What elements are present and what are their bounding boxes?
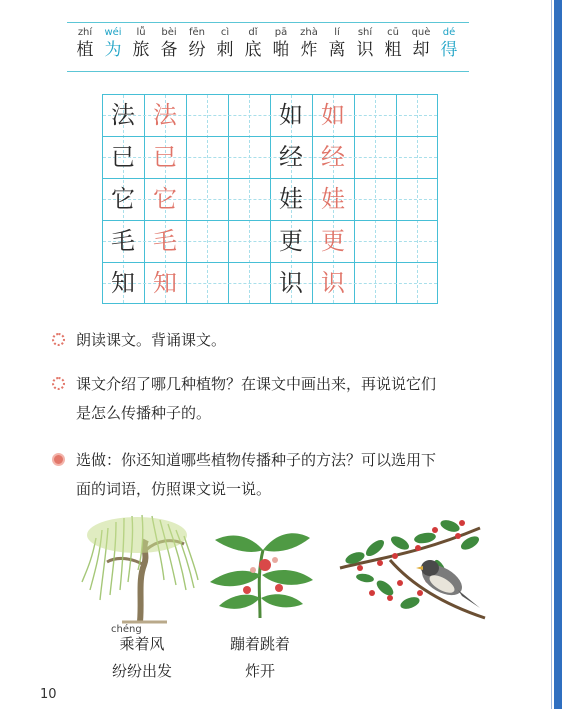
vocab-pinyin: pā bbox=[274, 27, 288, 38]
trace-character: 它 bbox=[153, 185, 177, 213]
model-character: 经 bbox=[279, 143, 303, 171]
trace-character: 经 bbox=[321, 143, 345, 171]
model-character: 更 bbox=[279, 227, 303, 255]
task-3-text-line2: 面的词语，仿照课文说一说。 bbox=[76, 480, 272, 498]
task-1-bullet-icon bbox=[52, 333, 65, 346]
vocab-word bbox=[379, 27, 407, 61]
model-character: 知 bbox=[111, 269, 135, 297]
trace-character: 知 bbox=[153, 269, 177, 297]
task-2-text-line1: 课文介绍了哪几种植物？在课文中画出来，再说说它们 bbox=[76, 375, 437, 393]
task-2-bullet-icon bbox=[52, 377, 65, 390]
trace-character: 娃 bbox=[321, 185, 345, 213]
willow-caption-line2: 纷纷出发 bbox=[111, 662, 172, 680]
vocab-pinyin: què bbox=[411, 27, 431, 38]
vocab-pinyin: bèi bbox=[161, 27, 177, 38]
vocab-character: 离 bbox=[328, 40, 346, 60]
page-number: 10 bbox=[40, 687, 57, 702]
page-spine bbox=[554, 0, 562, 709]
trace-character: 更 bbox=[321, 227, 345, 255]
task-1-text: 朗读课文。背诵课文。 bbox=[76, 331, 227, 349]
model-character: 它 bbox=[111, 185, 135, 213]
writing-grid bbox=[102, 94, 438, 304]
pod-caption-line2: 炸开 bbox=[244, 662, 275, 680]
vocab-word bbox=[323, 27, 351, 61]
vocab-character: 识 bbox=[356, 40, 374, 60]
vocab-word bbox=[407, 27, 435, 61]
model-character: 已 bbox=[111, 143, 135, 171]
vocab-pinyin: fēn bbox=[188, 27, 205, 38]
vocab-character: 为 bbox=[104, 40, 122, 60]
vocab-character: 啪 bbox=[272, 40, 290, 60]
trace-character: 如 bbox=[321, 101, 345, 129]
vocab-word bbox=[435, 27, 463, 61]
vocab-pinyin: shí bbox=[357, 27, 373, 38]
vocab-pinyin: lí bbox=[334, 27, 340, 38]
vocab-character: 底 bbox=[244, 40, 262, 60]
pod-caption-line1: 蹦着跳着 bbox=[229, 635, 290, 653]
vocab-character: 植 bbox=[76, 40, 94, 60]
vocab-character: 备 bbox=[160, 40, 178, 60]
task-2-text-line2: 是怎么传播种子的。 bbox=[76, 404, 212, 422]
vocab-pinyin: dǐ bbox=[248, 27, 258, 38]
model-character: 识 bbox=[279, 269, 303, 297]
vocab-word bbox=[351, 27, 379, 61]
vocab-word bbox=[155, 27, 183, 61]
vocab-word bbox=[295, 27, 323, 61]
vocab-pinyin: zhí bbox=[77, 27, 93, 38]
willow-caption-line1: 乘着风 bbox=[119, 635, 165, 653]
vocab-word bbox=[71, 27, 99, 61]
model-character: 毛 bbox=[111, 227, 135, 255]
vocab-word bbox=[99, 27, 127, 61]
seed-pod-plant-illustration bbox=[205, 520, 315, 620]
task-3-bullet-icon bbox=[52, 453, 65, 466]
page-spine-line bbox=[551, 0, 552, 709]
model-character: 娃 bbox=[279, 185, 303, 213]
model-character: 法 bbox=[111, 101, 135, 129]
vocab-word bbox=[183, 27, 211, 61]
willow-tree-illustration bbox=[72, 510, 202, 625]
vocab-pinyin: dé bbox=[442, 27, 456, 38]
trace-character: 毛 bbox=[153, 227, 177, 255]
vocab-character: 纷 bbox=[188, 40, 206, 60]
vocab-pinyin: cū bbox=[387, 27, 399, 38]
vocabulary-strip bbox=[67, 22, 469, 72]
vocab-word bbox=[239, 27, 267, 61]
vocab-character: 粗 bbox=[384, 40, 402, 60]
bird-and-berries-illustration bbox=[330, 508, 490, 628]
vocab-pinyin: lǚ bbox=[136, 27, 146, 38]
caption-pinyin: chéng bbox=[111, 624, 142, 635]
vocab-character: 旅 bbox=[132, 40, 150, 60]
vocab-pinyin: cì bbox=[220, 27, 230, 38]
trace-character: 已 bbox=[153, 143, 177, 171]
task-3-text-line1: 选做：你还知道哪些植物传播种子的方法？可以选用下 bbox=[76, 451, 437, 469]
vocab-word bbox=[127, 27, 155, 61]
vocab-word bbox=[211, 27, 239, 61]
vocab-pinyin: wéi bbox=[104, 27, 122, 38]
vocab-character: 却 bbox=[412, 40, 430, 60]
model-character: 如 bbox=[279, 101, 303, 129]
vocab-character: 炸 bbox=[300, 40, 318, 60]
vocab-character: 刺 bbox=[216, 40, 234, 60]
vocab-character: 得 bbox=[440, 40, 458, 60]
trace-character: 法 bbox=[153, 101, 177, 129]
trace-character: 识 bbox=[321, 269, 345, 297]
vocab-pinyin: zhà bbox=[300, 27, 318, 38]
vocab-word bbox=[267, 27, 295, 61]
